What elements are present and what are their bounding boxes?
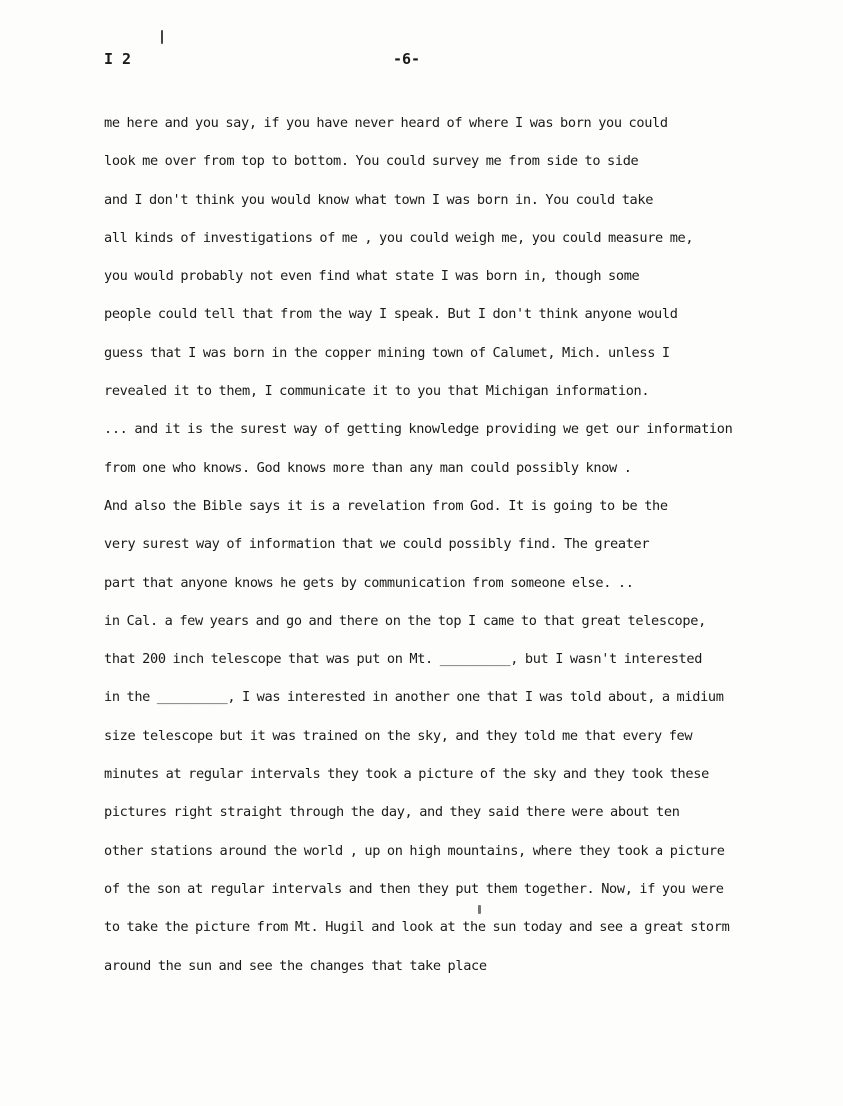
- text-line-22: to take the picture from Mt. Hugil and look at the sun today and see a great storm: [104, 919, 730, 936]
- text-line-21: of the son at regular intervals and then they put them together. Now, if you were: [104, 880, 724, 897]
- text-line-17: size telescope but it was trained on the sky, and they told me that every few: [104, 727, 693, 744]
- page-marker: I 2: [104, 50, 132, 68]
- text-line-5: you would probably not even find what state I was born in, though some: [104, 268, 640, 285]
- text-line-3: and I don't think you would know what town I was born in. You could take: [104, 191, 654, 208]
- text-line-6: people could tell that from the way I speak. But I don't think anyone would: [104, 306, 678, 323]
- page-number: -6-: [393, 50, 421, 68]
- text-line-18: minutes at regular intervals they took a picture of the sky and they took these: [104, 766, 709, 783]
- text-line-15: that 200 inch telescope that was put on Mt. _________, but I wasn't interested: [104, 651, 703, 668]
- text-line-12: very surest way of information that we could possibly find. The greater: [104, 536, 650, 553]
- text-line-9: ... and it is the surest way of getting knowledge providing we get our information: [104, 421, 733, 438]
- text-line-10: from one who knows. God knows more than any man could possibly know .: [104, 459, 632, 476]
- text-line-16: in the _________, I was interested in another one that I was told about, a midium: [104, 689, 724, 706]
- body-text: [104, 110, 804, 991]
- text-line-1: me here and you say, if you have never heard of where I was born you could: [104, 115, 668, 131]
- text-line-11: And also the Bible says it is a revelation from God. It is going to be the: [104, 497, 668, 514]
- text-line-14: in Cal. a few years and go and there on the top I came to that great telescope,: [104, 612, 706, 629]
- text-line-7: guess that I was born in the copper mining town of Calumet, Mich. unless I: [104, 344, 670, 361]
- paper-speck: [478, 905, 481, 914]
- text-line-19: pictures right straight through the day, and they said there were about ten: [104, 804, 680, 821]
- text-line-8: revealed it to them, I communicate it to you that Michigan information.: [104, 383, 650, 400]
- text-line-23: around the sun and see the changes that take place: [104, 957, 487, 974]
- text-line-4: all kinds of investigations of me , you could weigh me, you could measure me,: [104, 229, 694, 246]
- text-line-20: other stations around the world , up on high mountains, where they took a picture: [104, 842, 725, 859]
- text-line-13: part that anyone knows he gets by communication from someone else. ..: [104, 574, 634, 591]
- text-line-2: look me over from top to bottom. You could survey me from side to side: [104, 153, 639, 170]
- paper-speck: [161, 30, 163, 44]
